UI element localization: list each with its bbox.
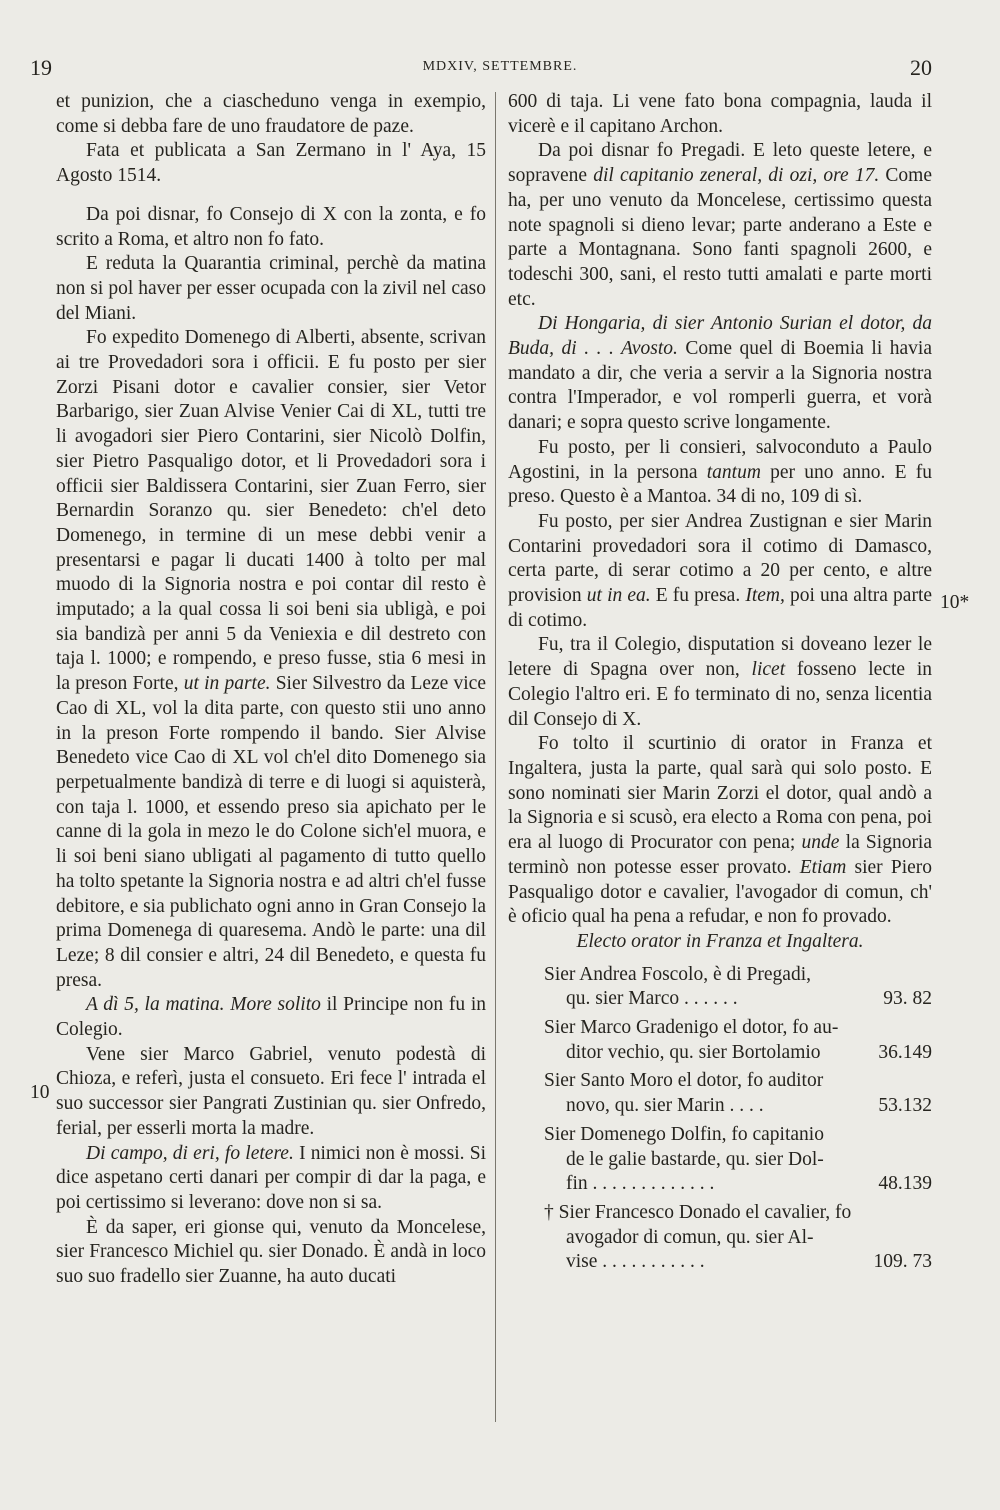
text-run: Fu posto, per li consieri, salvoconduto a Paulo Agostini, in la persona (508, 436, 932, 483)
vote-count: 53.132 (874, 1094, 932, 1119)
text-run: il Principe non fu in Colegio. (56, 994, 487, 1041)
right-column (508, 90, 932, 1279)
text-run: Come ha, per uno venuto da Moncelese, certissimo questa note spagnoli si dieno levar; parte anderano a Este e parte a Montagnana. Sono fanti spagnoli 2600, e todeschi 300, sani, el resto tutti amalati e parte morti etc. (508, 165, 932, 310)
paragraph (56, 326, 486, 993)
page-header (0, 55, 1000, 85)
text-run: Come quel di Boemia li havia mandato a dir, che veria a servir a la Signoria nostra contra l'Imperador, e vol romperli guerra, et vorà danari; e sopra questo scrive longamente. (508, 338, 932, 434)
text-run: poi una altra parte di cotimo. (508, 585, 933, 631)
text-run: E fu presa. (655, 585, 741, 607)
text-run: Fu, tra il Colegio, disputation si doveano lezer le letere di Spagna over non, (508, 634, 932, 681)
vote-count: 48.139 (874, 1172, 932, 1197)
italic-text: More solito (230, 994, 321, 1016)
text-run: Da poi disnar fo Pregadi. E leto queste letere, e sopravene (508, 140, 932, 187)
candidate-line: Sier Andrea Foscolo, è di Pregadi, (544, 963, 811, 985)
paragraph: Vene sier Marco Gabriel, venuto podestà di Chioza, e referì, justa el consueto. Eri fece l' intrada el suo successor sier Pangrati Zustinian qu. sier Onfredo, ferial, per esserli morta la madre. (56, 1043, 486, 1139)
candidate-line: Sier Marco Gradenigo el dotor, fo au- (544, 1017, 839, 1039)
page-number-left: 19 (30, 55, 52, 80)
text-run: I nimici non è mossi. Si dice aspetano certi danari per compir di dar la paga, e poi certissimo si leverano: dove non si sa. (56, 1142, 487, 1213)
candidate-line: de le galie bastarde, qu. sier Dol- (566, 1148, 824, 1170)
italic-text: unde (801, 832, 840, 854)
paragraph (56, 1142, 486, 1216)
candidate-line (544, 1250, 932, 1275)
candidate-entry (544, 1201, 932, 1275)
margin-line-number-right: 10* (940, 592, 970, 613)
section-heading: Electo orator in Franza et Ingaltera. (576, 930, 864, 952)
italic-text: ut in parte. (183, 673, 271, 695)
paragraph: Fata et publicata a San Zermano in l' Aya, 15 Agosto 1514. (56, 140, 486, 187)
text-run: per uno anno. E fu preso. Questo è a Mantoa. 34 di no, 109 di sì. (508, 461, 932, 508)
paragraph (508, 312, 932, 436)
vote-count: 36.149 (874, 1041, 932, 1066)
paragraph: 600 di taja. Li vene fato bona compagnia, lauda il vicerè e il capitano Archon. (508, 91, 932, 137)
running-title: MDXIV, SETTEMBRE. (422, 59, 578, 74)
text-run: Fo tolto il scurtinio di orator in Franza et Ingaltera, justa la parte, qual sarà qui solo posto. E sono nominati sier Marin Zorzi el dotor, qual andò a la Signoria e si scusò, era electo a Roma con pena, poi era al luogo di Procurator con pena; (508, 733, 932, 854)
vote-count: 109. 73 (870, 1250, 933, 1275)
italic-text: dil capitanio zeneral, di ozi, ore 17. (593, 165, 880, 187)
text-run: fosseno lecte in Colegio l'altro eri. E fo terminato di no, senza licentia dil Consejo di X. (508, 659, 933, 730)
text-run: sier Piero Pasqualigo dotor e cavalier, l'avogador di comun, ch' è oficio qual ha pena a refudar, e non fo provado. (508, 856, 933, 928)
candidate-line (544, 1094, 932, 1119)
column-divider (495, 92, 496, 1422)
paragraph: È da saper, eri gionse qui, venuto da Moncelese, sier Francesco Michiel qu. sier Donado. È andà in loco suo suo fradello sier Zuanne, ha auto ducati (56, 1216, 486, 1288)
candidate-entry (544, 1123, 932, 1197)
election-list (508, 963, 932, 1275)
text-run: Fu posto, per sier Andrea Zustignan e sier Marin Contarini provedadori sora il cotimo di Damasco, certa parte, di serar cotimo a 20 per cento, e altre provision (508, 510, 932, 607)
italic-text: Di campo, di eri, fo letere. (86, 1142, 294, 1164)
candidate-line: Sier Santo Moro el dotor, fo auditor (544, 1070, 824, 1092)
paragraph (508, 139, 932, 312)
italic-text: Di Hongaria, di sier Antonio Surian el dotor, da Buda, di . . . Avosto. (508, 313, 932, 360)
italic-text: A dì 5, la matina. (86, 994, 225, 1016)
italic-text: Etiam (799, 856, 847, 878)
candidate-detail: vise . . . . . . . . . . . (566, 1251, 705, 1273)
italic-text: ut in ea. (586, 585, 651, 607)
paragraph (508, 510, 932, 634)
text-run: Fo expedito Domenego di Alberti, absente, scrivan ai tre Provedadori sora i officii. E fu posto per sier Zorzi Pisani dotor e cavalier consier, sier Vetor Barbarigo, sier Zuan Alvise Venier Cai di XL, tutti tre li avogadori sier Piero Contarini, sier Nicolò Dolfin, sier Pietro Pasqualigo dotor, et li Provedadori sora i officii sier Baldissera Contarini, sier Zuan Ferro, sier Bernardin Soranzo qu. sier Benedeto: ch'el deto Domenego, in termine di un mese debbi venir a presentarsi e pagar li ducati 1400 à tolto per mal muodo di la Signoria nostra e poi contar dil resto è imputado; a la qual cossa li soi beni sia ubligà, e poi sia bandizà per anni 5 da Veniexia e dil destreto con taja l. 1000; e rompendo, e preso fusse, stia 6 mesi in la preson Forte, (56, 327, 486, 695)
candidate-line (544, 987, 932, 1012)
candidate-detail: novo, qu. sier Marin . . . . (566, 1095, 764, 1117)
italic-text: Item, (745, 585, 785, 607)
candidate-entry (544, 963, 932, 1012)
text-run: Sier Silvestro da Leze vice Cao di XL, vol la dita parte, con questo stii uno anno in la preson Forte rompendo il bando. Sier Alvise Benedeto vice Cao di XL vol ch'el dito Domenego sia perpetualmente bandizà di terre e di luogi si aquisterà, con taja l. 1000, et essendo preso sia apichato per le canne di la gola in mezo le do Colone sich'el muora, e li soi beni siano ubligati al pagamento di tutto quello ha tolto spetante la Signoria nostra e ad altri ch'el fusse debitore, e sia publichato ogni anno in Gran Consejo la prima Domenega di quaresema. Andò le parte: una dil Leze; 8 dil consier e altri, 24 dil Benedeto, e questa fu presa. (56, 673, 486, 991)
paragraph: et punizion, che a ciascheduno venga in exempio, come si debba fare de uno fraudatore de paze. (56, 91, 486, 137)
candidate-line: avogador di comun, qu. sier Al- (566, 1226, 814, 1248)
candidate-line (544, 1172, 932, 1197)
candidate-line: † Sier Francesco Donado el cavalier, fo (544, 1201, 852, 1223)
left-column (56, 90, 486, 1290)
paragraph: Da poi disnar, fo Consejo di X con la zonta, e fo scrito a Roma, et altro non fo fato. (56, 203, 486, 250)
candidate-detail: fin . . . . . . . . . . . . . (566, 1173, 715, 1195)
paragraph: E reduta la Quarantia criminal, perchè da matina non si pol haver per esser ocupada con la zivil nel caso del Miani. (56, 253, 486, 324)
paragraph (508, 732, 932, 930)
candidate-entry (544, 1016, 932, 1065)
paragraph (508, 633, 932, 732)
candidate-entry (544, 1069, 932, 1118)
text-run: la Signoria terminò non potesse esser provato. (508, 832, 933, 878)
italic-text: licet (751, 659, 786, 681)
page-number-right: 20 (910, 55, 932, 80)
margin-line-number-left: 10 (30, 1082, 50, 1103)
paragraph (508, 436, 932, 510)
candidate-detail: qu. sier Marco . . . . . . (566, 988, 738, 1010)
candidate-detail: ditor vechio, qu. sier Bortolamio (566, 1041, 821, 1063)
vote-count: 93. 82 (879, 987, 932, 1012)
candidate-line (544, 1041, 932, 1066)
candidate-line: Sier Domenego Dolfin, fo capitanio (544, 1123, 824, 1145)
italic-text: tantum (706, 461, 761, 483)
paragraph (56, 993, 486, 1042)
